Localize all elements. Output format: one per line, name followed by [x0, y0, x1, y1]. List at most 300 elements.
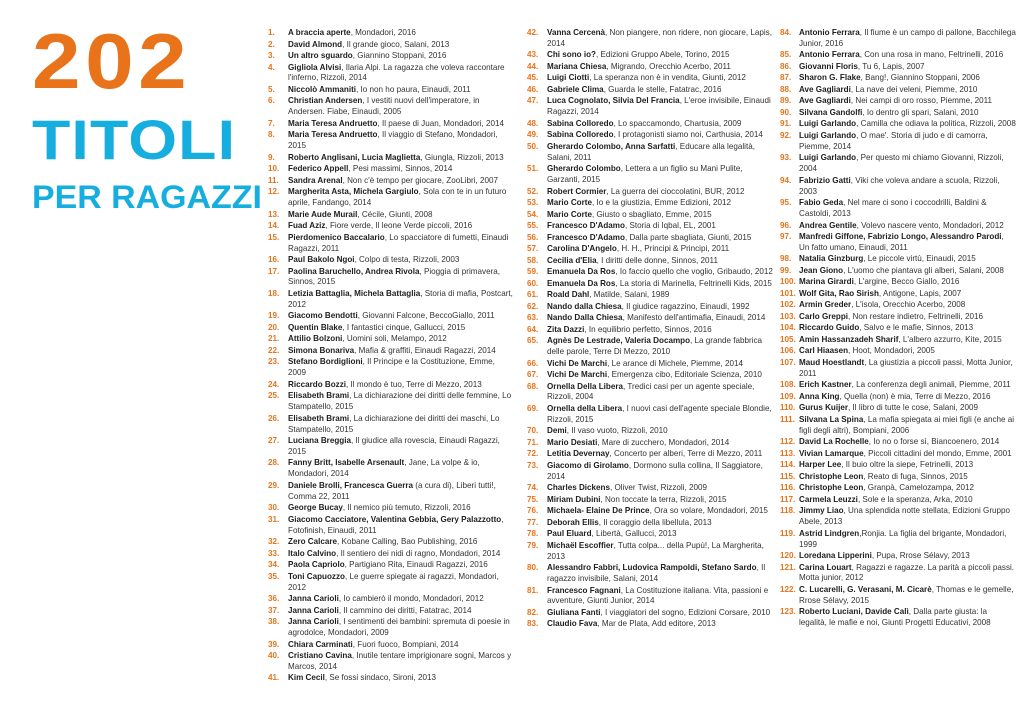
entry-number: 25. [268, 391, 280, 401]
entry-details: , Migrando, Orecchio Acerbo, 2011 [606, 61, 731, 71]
entry-text [288, 210, 514, 221]
entry-details: , Fiore verde, Il leone Verde piccoli, 2016 [325, 221, 473, 231]
entry-author: Carmela Leuzzi [799, 494, 858, 504]
entry-text [288, 549, 514, 560]
entry-text [288, 357, 514, 379]
list-item [780, 563, 1016, 585]
list-item [780, 198, 1016, 220]
entry-number: 117. [780, 494, 796, 504]
list-item [268, 594, 514, 605]
entry-author: Francesco D'Adamo [547, 221, 625, 231]
entry-text [547, 119, 773, 130]
entry-number: 114. [780, 460, 796, 470]
list-item [527, 119, 773, 130]
entry-number: 64. [527, 324, 539, 334]
list-item [268, 515, 514, 537]
entry-number: 6. [268, 96, 275, 106]
entry-details: , I fantastici cinque, Gallucci, 2015 [342, 322, 466, 332]
list-item [527, 279, 773, 290]
entry-author: Nando dalla Chiesa [547, 301, 622, 311]
entry-number: 37. [268, 605, 280, 615]
entry-text [799, 392, 1016, 403]
entry-text [547, 518, 773, 529]
entry-author: Francesco D'Adamo [547, 232, 625, 242]
list-item [527, 518, 773, 529]
entry-details: , Le guerre spiegate ai ragazzi, Mondadori, 2012 [288, 571, 499, 592]
entry-number: 77. [527, 517, 539, 527]
entry-details: , Il Principe e la Costituzione, Emme, 2009 [288, 357, 495, 378]
entry-author: Janna Carioli [288, 617, 339, 627]
entry-number: 112. [780, 437, 796, 447]
list-item [268, 233, 514, 255]
entry-text [799, 563, 1016, 585]
entry-author: Miriam Dubini [547, 494, 601, 504]
entry-text [799, 346, 1016, 357]
entry-author: Giacomo di Girolamo [547, 460, 629, 470]
list-item [527, 267, 773, 278]
entry-text [799, 96, 1016, 107]
entry-text [288, 267, 514, 289]
entry-text [288, 63, 514, 85]
entry-text [799, 28, 1016, 50]
entry-text [547, 279, 773, 290]
entry-text [547, 541, 773, 563]
entry-number: 71. [527, 437, 539, 447]
entry-details: , Mar de Plata, Add editore, 2013 [597, 619, 716, 629]
entry-number: 10. [268, 164, 280, 174]
list-item [527, 506, 773, 517]
entry-details: , Il paese di Juan, Mondadori, 2014 [377, 118, 504, 128]
entry-author: Fuad Aziz [288, 221, 326, 231]
entry-number: 40. [268, 651, 280, 660]
entry-details: , L'albero azzurro, Kite, 2015 [898, 334, 1002, 344]
entry-author: Carolina D'Angelo [547, 244, 617, 254]
entry-author: Niccolò Ammaniti [288, 84, 357, 94]
entry-author: Roberto Anglisani, Lucia Maglietta [288, 152, 421, 162]
entry-text [288, 323, 514, 334]
list-item [268, 560, 514, 571]
hero-line-per-ragazzi: PER RAGAZZI [32, 179, 262, 215]
entry-text [547, 244, 773, 255]
list-item [268, 606, 514, 617]
entry-text [547, 28, 773, 50]
entry-text [799, 472, 1016, 483]
entry-text [799, 300, 1016, 311]
entry-author: C. Lucarelli, G. Verasani, M. Cicarè [799, 584, 932, 594]
entry-details: , Viki che voleva andare a scuola, Rizzoli, 2003 [799, 175, 1000, 196]
entry-text [547, 483, 773, 494]
list-item [780, 607, 1016, 629]
list-item [780, 551, 1016, 562]
entry-details: , Il mondo è tuo, Terre di Mezzo, 2013 [346, 379, 482, 389]
entry-author: Zero Calcare [288, 537, 338, 547]
list-item [268, 549, 514, 560]
entry-details: , Jane, La volpe & io, Mondadori, 2014 [288, 458, 480, 479]
entry-details: , Fuori fuoco, Bompiani, 2014 [352, 639, 459, 649]
entry-text [547, 529, 773, 540]
entry-details: , Manifesto dell'antimafia, Einaudi, 2014 [622, 313, 766, 323]
entry-number: 4. [268, 62, 275, 72]
entry-details: , Dalla parte giusta: la legalità, le mafie e noi, Giunti Progetti Educativi, 2008 [799, 607, 991, 628]
entry-details: , L'eroe invisibile, Einaudi Ragazzi, 2014 [547, 96, 771, 117]
entry-text [547, 404, 773, 426]
entry-author: Luigi Garlando [799, 153, 857, 163]
list-item [780, 312, 1016, 323]
entry-details: , Bang!, Giannino Stoppani, 2006 [860, 73, 980, 83]
entry-text [288, 560, 514, 571]
entry-number: 28. [268, 458, 280, 468]
entry-author: Luigi Ciotti [547, 73, 590, 83]
entry-author: Chiara Carminati [288, 639, 353, 649]
entry-number: 57. [527, 244, 539, 254]
entry-details: , Nei campi di oro rosso, Piemme, 2011 [850, 96, 992, 106]
list-item [527, 130, 773, 141]
entry-details: , Giusto o sbagliato, Emme, 2015 [591, 209, 712, 219]
entry-number: 32. [268, 537, 280, 547]
hero-line-titoli: TITOLI [32, 108, 237, 171]
entry-author: Giuliana Fanti [547, 607, 601, 617]
entry-author: Gabriele Clima [547, 84, 604, 94]
entry-text [288, 606, 514, 617]
entry-number: 63. [527, 313, 539, 323]
entry-author: Janna Carioli [288, 594, 339, 604]
list-item [527, 290, 773, 301]
book-list-column-1 [268, 28, 514, 685]
entry-details: , La speranza non è in vendita, Giunti, 2012 [589, 73, 746, 83]
entry-details: , Il fiume è un campo di pallone, Bacchilega Junior, 2016 [799, 28, 1016, 48]
list-item [527, 325, 773, 336]
entry-author: Sabina Colloredo [547, 118, 614, 128]
entry-number: 70. [527, 426, 539, 436]
entry-text [288, 458, 514, 480]
list-item [527, 529, 773, 540]
entry-number: 51. [527, 164, 539, 174]
entry-number: 15. [268, 232, 280, 242]
entry-author: Un altro sguardo [288, 51, 353, 60]
list-item [268, 40, 514, 51]
list-item [268, 617, 514, 639]
entry-text [547, 449, 773, 460]
entry-text [547, 325, 773, 336]
entry-number: 13. [268, 209, 280, 219]
entry-text [547, 96, 773, 118]
entry-details: , Le arance di Michele, Piemme, 2014 [607, 358, 744, 368]
entry-details: , Reato di fuga, Sinnos, 2015 [863, 471, 968, 481]
entry-number: 106. [780, 346, 796, 356]
entry-number: 73. [527, 460, 539, 470]
list-item [527, 73, 773, 84]
entry-text [547, 313, 773, 324]
entry-number: 48. [527, 118, 539, 128]
list-item [780, 153, 1016, 175]
entry-details: , L'uomo che piantava gli alberi, Salani, 2008 [843, 265, 1004, 275]
entry-number: 91. [780, 119, 792, 129]
entry-author: Simona Bonariva [288, 345, 355, 355]
entry-text [547, 62, 773, 73]
entry-author: Carina Louart [799, 562, 852, 572]
entry-text [547, 50, 773, 61]
entry-details: , Salvo e le mafie, Sinnos, 2013 [859, 323, 974, 333]
entry-author: Astrid Lindgren [799, 528, 860, 538]
entry-author: Zita Dazzi [547, 324, 585, 334]
entry-number: 93. [780, 153, 792, 163]
entry-details: , Non c'è tempo per giocare, ZooLibri, 2007 [342, 175, 498, 185]
entry-text [547, 336, 773, 358]
list-item [268, 436, 514, 458]
entry-details: , Concerto per alberi, Terre di Mezzo, 2011 [609, 449, 763, 459]
list-item [268, 503, 514, 514]
entry-text [547, 461, 773, 483]
list-item [780, 62, 1016, 73]
entry-author: Maria Teresa Andruetto [288, 118, 378, 128]
entry-author: Roberto Luciani, Davide Calì [799, 607, 909, 617]
entry-number: 54. [527, 209, 539, 219]
entry-details: , Hoot, Mondadori, 2005 [848, 346, 935, 356]
entry-text [288, 481, 514, 503]
hero-number: 202 [32, 17, 192, 105]
entry-details: , Giovanni Falcone, BeccoGiallo, 2011 [357, 311, 495, 321]
entry-text [288, 651, 514, 673]
entry-number: 79. [527, 540, 539, 550]
entry-author: Luciana Breggia [288, 436, 351, 446]
entry-text [799, 153, 1016, 175]
entry-number: 89. [780, 96, 792, 106]
list-item [268, 673, 514, 684]
entry-author: Cristiano Cavina [288, 651, 352, 660]
entry-number: 34. [268, 560, 280, 570]
list-item [527, 461, 773, 483]
entry-number: 58. [527, 255, 539, 265]
entry-number: 27. [268, 436, 280, 446]
entry-details: , La mafia spiegata ai miei figli (e anche ai figli degli altri), Bompiani, 2006 [799, 414, 1015, 435]
entry-author: Paul Eluard [547, 529, 592, 539]
entry-author: Michaël Escoffier [547, 540, 614, 550]
entry-text [288, 436, 514, 458]
list-item [268, 346, 514, 357]
entry-text [547, 198, 773, 209]
entry-number: 107. [780, 357, 796, 367]
entry-text [799, 50, 1016, 61]
entry-number: 30. [268, 503, 280, 513]
entry-number: 31. [268, 514, 280, 524]
entry-author: Christophe Leon [799, 471, 864, 481]
entry-number: 76. [527, 506, 539, 516]
entry-details: , Il grande gioco, Salani, 2013 [342, 39, 450, 49]
entry-details: , Ora so volare, Mondadori, 2015 [649, 506, 768, 516]
entry-details: , Thomas e le gemelle, Rrose Sélavy, 2015 [799, 584, 1014, 605]
entry-number: 17. [268, 266, 280, 276]
entry-author: Armin Greder [799, 300, 852, 310]
entry-text [799, 277, 1016, 288]
entry-text [288, 503, 514, 514]
entry-text [547, 619, 773, 630]
entry-number: 38. [268, 617, 280, 627]
entry-number: 46. [527, 84, 539, 94]
list-item [527, 302, 773, 313]
entry-text [547, 221, 773, 232]
entry-text [799, 254, 1016, 265]
entry-author: Agnès De Lestrade, Valeria Docampo [547, 336, 691, 346]
book-list-column-2 [527, 28, 773, 631]
entry-details: , Colpo di testa, Rizzoli, 2003 [354, 255, 460, 265]
list-item [268, 96, 514, 118]
entry-details: , Una splendida notte stellata, Edizioni Gruppo Abele, 2013 [799, 506, 1011, 527]
entry-author: Giacomo Bendotti [288, 311, 358, 321]
entry-text [547, 586, 773, 608]
entry-text [799, 221, 1016, 232]
entry-text [547, 426, 773, 437]
list-item [527, 164, 773, 186]
entry-text [288, 51, 514, 62]
entry-text [799, 73, 1016, 84]
entry-author: Sharon G. Flake [799, 73, 861, 83]
list-item [527, 619, 773, 630]
entry-details: , Io cambierò il mondo, Mondadori, 2012 [338, 594, 484, 604]
entry-author: Christophe Leon [799, 483, 864, 493]
entry-text [547, 290, 773, 301]
entry-details: , Antigone, Lapis, 2007 [878, 288, 962, 298]
entry-number: 120. [780, 551, 796, 561]
list-item [268, 458, 514, 480]
entry-text [799, 289, 1016, 300]
list-item [268, 119, 514, 130]
list-item [268, 391, 514, 413]
list-item [780, 415, 1016, 437]
entry-number: 56. [527, 232, 539, 242]
entry-text [799, 198, 1016, 220]
list-item [527, 50, 773, 61]
entry-text [288, 153, 514, 164]
list-item [780, 380, 1016, 391]
entry-author: Sandra Arenal [288, 175, 343, 185]
entry-author: Letizia Battaglia, Michela Battaglia [288, 288, 421, 298]
list-item [527, 198, 773, 209]
hero-title [32, 17, 262, 215]
entry-number: 59. [527, 267, 539, 277]
entry-details: , Kobane Calling, Bao Publishing, 2016 [337, 537, 478, 547]
list-item [268, 187, 514, 209]
entry-number: 50. [527, 141, 539, 151]
list-item [527, 313, 773, 324]
entry-details: , Camilla che odiava la politica, Rizzoli, 2008 [856, 119, 1016, 129]
entry-number: 104. [780, 323, 796, 333]
entry-author: Chi sono io? [547, 50, 597, 60]
entry-details: , Io non ho paura, Einaudi, 2011 [356, 84, 471, 94]
entry-author: Deborah Ellis [547, 517, 599, 527]
entry-author: Christian Andersen [288, 96, 363, 106]
entry-text [288, 617, 514, 639]
list-item [527, 563, 773, 585]
entry-author: Attilio Bolzoni [288, 334, 343, 344]
entry-number: 3. [268, 51, 275, 60]
entry-text [799, 403, 1016, 414]
entry-author: Fanny Britt, Isabelle Arsenault [288, 458, 405, 468]
list-item [527, 483, 773, 494]
entry-text [799, 358, 1016, 380]
entry-details: , Tredici casi per un agente speciale, Rizzoli, 2004 [547, 381, 755, 402]
entry-author: Mariana Chiesa [547, 61, 607, 71]
entry-author: Giacomo Cacciatore, Valentina Gebbia, Gery Palazzotto [288, 514, 502, 524]
entry-author: Elisabeth Brami [288, 391, 350, 401]
entry-details: , Il ragazzo invisibile, Salani, 2014 [547, 563, 766, 584]
entry-text [288, 96, 514, 118]
entry-number: 8. [268, 130, 275, 140]
entry-text [547, 210, 773, 221]
entry-details: , Cécile, Giunti, 2008 [357, 209, 433, 219]
list-item [780, 176, 1016, 198]
entry-number: 12. [268, 187, 280, 197]
entry-number: 78. [527, 529, 539, 539]
entry-author: Robert Cormier [547, 186, 607, 196]
entry-text [288, 85, 514, 96]
entry-details: , Piccoli cittadini del mondo, Emme, 2001 [863, 448, 1012, 458]
list-item [780, 119, 1016, 130]
entry-number: 44. [527, 61, 539, 71]
list-item [780, 472, 1016, 483]
entry-author: Andrea Gentile [799, 220, 857, 230]
list-item [268, 334, 514, 345]
entry-author: Roald Dahl [547, 290, 590, 300]
entry-author: Riccardo Guido [799, 323, 860, 333]
entry-number: 42. [527, 28, 539, 37]
entry-number: 81. [527, 585, 539, 595]
entry-text [547, 233, 773, 244]
entry-author: Alessandro Fabbri, Ludovica Rampoldi, Stefano Sardo [547, 563, 757, 573]
entry-number: 19. [268, 311, 280, 321]
entry-author: Kim Cecil [288, 673, 325, 683]
entry-number: 80. [527, 563, 539, 573]
entry-details: , Con una rosa in mano, Feltrinelli, 2016 [859, 50, 1004, 60]
entry-author: Quentin Blake [288, 322, 343, 332]
entry-author: Vivian Lamarque [799, 448, 864, 458]
entry-text [288, 233, 514, 255]
entry-text [799, 176, 1016, 198]
list-item [780, 266, 1016, 277]
entry-details: , Pioggia di primavera, Sinnos, 2015 [288, 266, 501, 287]
entry-author: Fabio Geda [799, 198, 844, 208]
entry-author: Fabrizio Gatti [799, 175, 851, 185]
list-item [268, 651, 514, 673]
entry-number: 123. [780, 607, 796, 617]
entry-details: , Inutile tentare imprigionare sogni, Marcos y Marcos, 2014 [288, 651, 512, 671]
list-item [780, 254, 1016, 265]
entry-author: Amin Hassanzadeh Sharif [799, 334, 899, 344]
entry-details: , Il libro di tutte le cose, Salani, 2009 [848, 403, 979, 413]
entry-text [547, 370, 773, 381]
entry-details: , Storia di Iqbal, EL, 2001 [624, 221, 716, 231]
entry-author: Paolina Baruchello, Andrea Rivola [288, 266, 420, 276]
entry-number: 61. [527, 290, 539, 300]
entry-text [799, 437, 1016, 448]
entry-text [547, 438, 773, 449]
entry-author: Sabina Colloredo [547, 130, 614, 140]
list-item [780, 403, 1016, 414]
entry-author: Gigliola Alvisi [288, 62, 342, 72]
entry-text [288, 255, 514, 266]
entry-number: 26. [268, 413, 280, 423]
entry-text [288, 572, 514, 594]
list-item [780, 50, 1016, 61]
entry-author: Margherita Asta, Michela Gargiulo [288, 187, 419, 197]
entry-number: 88. [780, 84, 792, 94]
list-item [527, 449, 773, 460]
entry-author: Francesco Fagnani [547, 585, 621, 595]
list-item [527, 608, 773, 619]
entry-number: 47. [527, 96, 539, 106]
entry-details: ,Ronjia. La figlia del brigante, Mondadori, 1999 [799, 528, 1007, 549]
entry-text [288, 334, 514, 345]
entry-author: Michaela- Elaine De Prince [547, 506, 650, 516]
